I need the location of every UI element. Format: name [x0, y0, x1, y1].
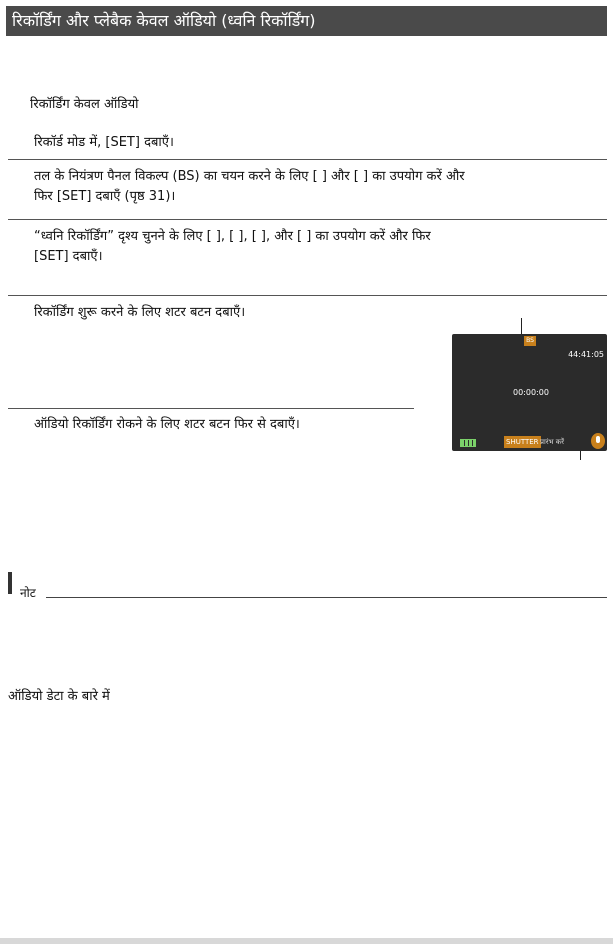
step-4-text: रिकॉर्डिंग शुरू करने के लिए शटर बटन दबाएँ।: [34, 305, 246, 320]
note-marker: [8, 572, 12, 594]
shutter-label: SHUTTER: [506, 438, 539, 446]
page-title: रिकॉर्डिंग और प्लेबैक केवल ऑडियो (ध्वनि रिकॉर्डिंग): [6, 6, 607, 36]
step-2-text: तल के नियंत्रण पैनल विकल्प (BS) का चयन करने के लिए [ ] और [ ] का उपयोग करें और: [34, 169, 465, 184]
recording-screen-illustration: [452, 334, 607, 451]
section-heading: रिकॉर्डिंग केवल ऑडियो: [30, 97, 139, 112]
step-divider: [8, 159, 607, 160]
audio-data-heading: ऑडियो डेटा के बारे में: [8, 689, 110, 704]
step-divider: [8, 408, 414, 409]
note-rule: [46, 597, 607, 598]
microphone-icon: [591, 433, 605, 449]
step-3-text: “ध्वनि रिकॉर्डिंग” दृश्य चुनने के लिए [ ], [ ], [ ], और [ ] का उपयोग करें और फिर: [34, 229, 431, 244]
step-5-text: ऑडियो रिकॉर्डिंग रोकने के लिए शटर बटन फिर से दबाएँ।: [34, 417, 300, 432]
page-footer-bar: [0, 938, 613, 944]
step-1-text: रिकॉर्ड मोड में, [SET] दबाएँ।: [34, 135, 174, 150]
step-divider: [8, 219, 607, 220]
step-3-text-line2: [SET] दबाएँ।: [34, 249, 103, 264]
step-2-text-line2: फिर [SET] दबाएँ (पृष्ठ 31)।: [34, 189, 176, 204]
step-divider: [8, 295, 607, 296]
bs-badge: BS: [524, 336, 536, 346]
elapsed-time: 00:00:00: [513, 388, 549, 397]
start-label: प्रारंभ करें: [540, 438, 565, 446]
battery-icon: [460, 439, 476, 447]
remaining-time: 44:41:05: [568, 350, 604, 359]
note-label: नोट: [20, 586, 36, 600]
